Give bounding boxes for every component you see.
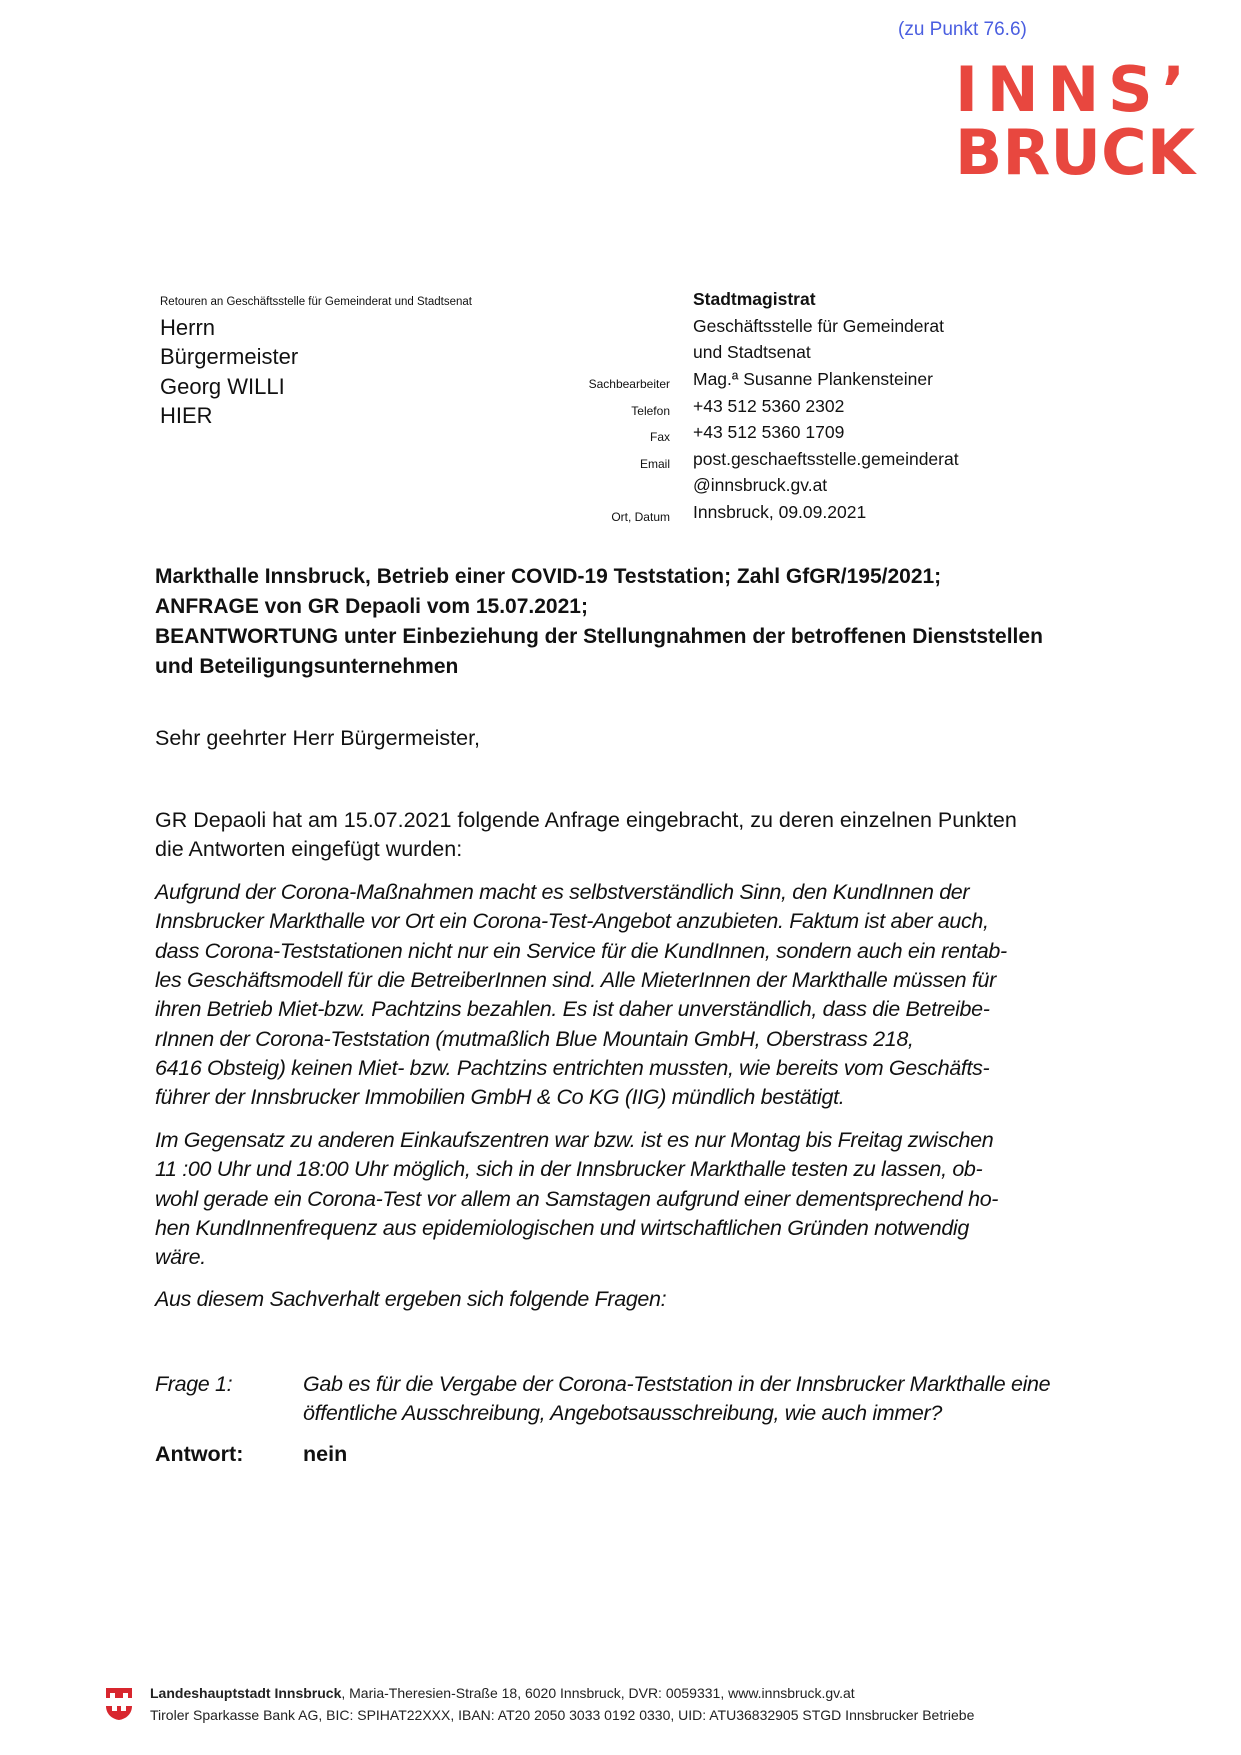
quote-line: hen KundInnenfrequenz aus epidemiologischen und wirtschaftlichen Gründen notwendig	[155, 1215, 969, 1240]
recipient-line: Georg WILLI	[160, 374, 285, 399]
clerk-value: Mag.ª Susanne Plankensteiner	[693, 369, 933, 389]
subject-line: ANFRAGE von GR Depaoli vom 15.07.2021;	[155, 595, 588, 618]
phone-value: +43 512 5360 2302	[693, 396, 845, 416]
quote-line: dass Corona-Teststationen nicht nur ein Service für die KundInnen, sondern auch ein rentab-	[155, 938, 1007, 963]
quote-line: 11 :00 Uhr und 18:00 Uhr möglich, sich in der Innsbrucker Markthalle testen zu lassen, ob-	[155, 1157, 983, 1182]
quote-line: 6416 Obsteig) keinen Miet- bzw. Pachtzins entrichten mussten, wie bereits vom Geschäfts-	[155, 1055, 990, 1080]
quote-line: Innsbrucker Markthalle vor Ort ein Corona-Test-Angebot anzubieten. Faktum ist aber auch,	[155, 909, 989, 934]
footer-org: Landeshauptstadt Innsbruck	[150, 1685, 342, 1701]
question-text: öffentliche Ausschreibung, Angebotsausschreibung, wie auch immer?	[303, 1401, 942, 1425]
subject-line: und Beteiligungsunternehmen	[155, 655, 459, 678]
quote-line: wäre.	[155, 1245, 206, 1270]
svg-text:INNS’: INNS’	[955, 58, 1187, 126]
question-text: Gab es für die Vergabe der Corona-Teststation in der Innsbrucker Markthalle eine	[303, 1372, 1051, 1396]
questions-intro: Aus diesem Sachverhalt ergeben sich folgende Fragen:	[155, 1287, 667, 1311]
answer-text: nein	[303, 1442, 348, 1466]
field-label: Ort, Datum	[611, 510, 670, 524]
email-value[interactable]: post.geschaeftsstelle.gemeinderat	[693, 449, 959, 469]
svg-text:BRUCK: BRUCK	[955, 116, 1197, 178]
recipient-line: Bürgermeister	[160, 344, 299, 369]
field-label: Sachbearbeiter	[588, 377, 670, 391]
recipient-line: HIER	[160, 403, 213, 428]
field-label: Telefon	[631, 404, 670, 418]
quote-line: ihren Betrieb Miet-bzw. Pachtzins bezahlen. Es ist daher unverständlich, dass die Betreibe-	[155, 997, 990, 1022]
sender-dept: Geschäftsstelle für Gemeinderat	[693, 316, 944, 336]
quote-line: rInnen der Corona-Teststation (mutmaßlich Blue Mountain GmbH, Oberstrass 218,	[155, 1026, 914, 1051]
city-crest-icon	[104, 1686, 134, 1722]
quote-line: Im Gegensatz zu anderen Einkaufszentren war bzw. ist es nur Montag bis Freitag zwischen	[155, 1128, 994, 1152]
subject-line: BEANTWORTUNG unter Einbeziehung der Stellungnahmen der betroffenen Dienststellen	[155, 625, 1043, 648]
fax-value: +43 512 5360 1709	[693, 422, 845, 442]
email-value-cont[interactable]: @innsbruck.gv.at	[693, 475, 828, 495]
subject-line: Markthalle Innsbruck, Betrieb einer COVID-19 Teststation; Zahl GfGR/195/2021;	[155, 565, 942, 588]
quote-line: Aufgrund der Corona-Maßnahmen macht es selbstverständlich Sinn, den KundInnen der	[155, 880, 970, 904]
footer-address: , Maria-Theresien-Straße 18, 6020 Innsbruck, DVR: 0059331, www.innsbruck.gv.at	[341, 1685, 855, 1701]
footer-line-2: Tiroler Sparkasse Bank AG, BIC: SPIHAT22XXX, IBAN: AT20 2050 3033 0192 0330, UID: ATU36832905 STGD Innsbrucker Betriebe	[150, 1707, 975, 1723]
intro-line: GR Depaoli hat am 15.07.2021 folgende Anfrage eingebracht, zu deren einzelnen Punkten	[155, 808, 1017, 832]
quote-line: wohl gerade ein Corona-Test vor allem an Samstagen aufgrund einer dementsprechend ho-	[155, 1186, 999, 1211]
footer-line-1	[150, 1685, 855, 1701]
return-address: Retouren an Geschäftsstelle für Gemeinderat und Stadtsenat	[160, 296, 472, 308]
field-label: Fax	[649, 430, 670, 444]
intro-line: die Antworten eingefügt wurden:	[155, 837, 463, 861]
sender-dept: und Stadtsenat	[693, 342, 811, 362]
date-value: Innsbruck, 09.09.2021	[693, 502, 867, 522]
sender-org: Stadtmagistrat	[693, 289, 816, 309]
innsbruck-logo	[955, 58, 1200, 178]
question-label: Frage 1:	[155, 1372, 233, 1396]
field-label: Email	[639, 457, 670, 471]
salutation: Sehr geehrter Herr Bürgermeister,	[155, 726, 481, 750]
quote-line: führer der Innsbrucker Immobilien GmbH & Co KG (IIG) mündlich bestätigt.	[155, 1085, 845, 1110]
quote-line: les Geschäftsmodell für die BetreiberInnen sind. Alle MieterInnen der Markthalle müssen für	[155, 967, 996, 992]
agenda-reference: (zu Punkt 76.6)	[898, 19, 1027, 40]
answer-label: Antwort:	[155, 1442, 244, 1466]
recipient-line: Herrn	[160, 315, 216, 340]
